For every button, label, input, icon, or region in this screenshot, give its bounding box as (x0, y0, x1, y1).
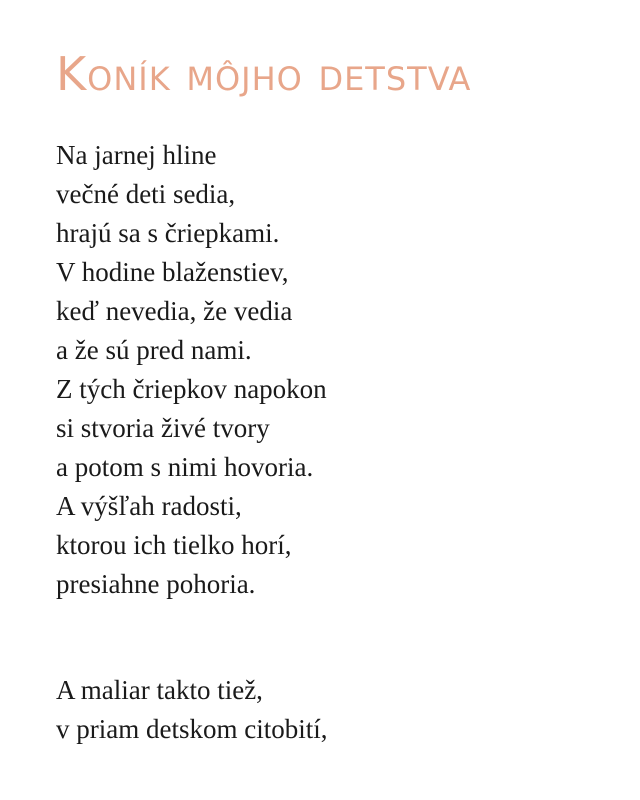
verse-line: v priam detskom citobití, (56, 714, 328, 744)
verse-line: večné deti sedia, (56, 179, 236, 209)
stanza-1 (56, 136, 327, 604)
verse-line: a potom s nimi hovoria. (56, 452, 314, 482)
verse-line: Z tých čriepkov napokon (56, 374, 327, 404)
verse-line: A výšľah radosti, (56, 491, 242, 521)
verse-line: a že sú pred nami. (56, 335, 252, 365)
verse-line: hrajú sa s čriepkami. (56, 218, 280, 248)
verse-line: V hodine blaženstiev, (56, 257, 289, 287)
stanza-2 (56, 671, 327, 749)
verse-line: Na jarnej hline (56, 140, 217, 170)
verse-line: keď nevedia, že vedia (56, 296, 293, 326)
verse-line: ktorou ich tielko horí, (56, 530, 292, 560)
verse-line: si stvoria živé tvory (56, 413, 270, 443)
verse-line: presiahne pohoria. (56, 569, 256, 599)
verse-line: A maliar takto tiež, (56, 675, 263, 705)
poem-title: Koník môjho detstva (56, 47, 472, 101)
